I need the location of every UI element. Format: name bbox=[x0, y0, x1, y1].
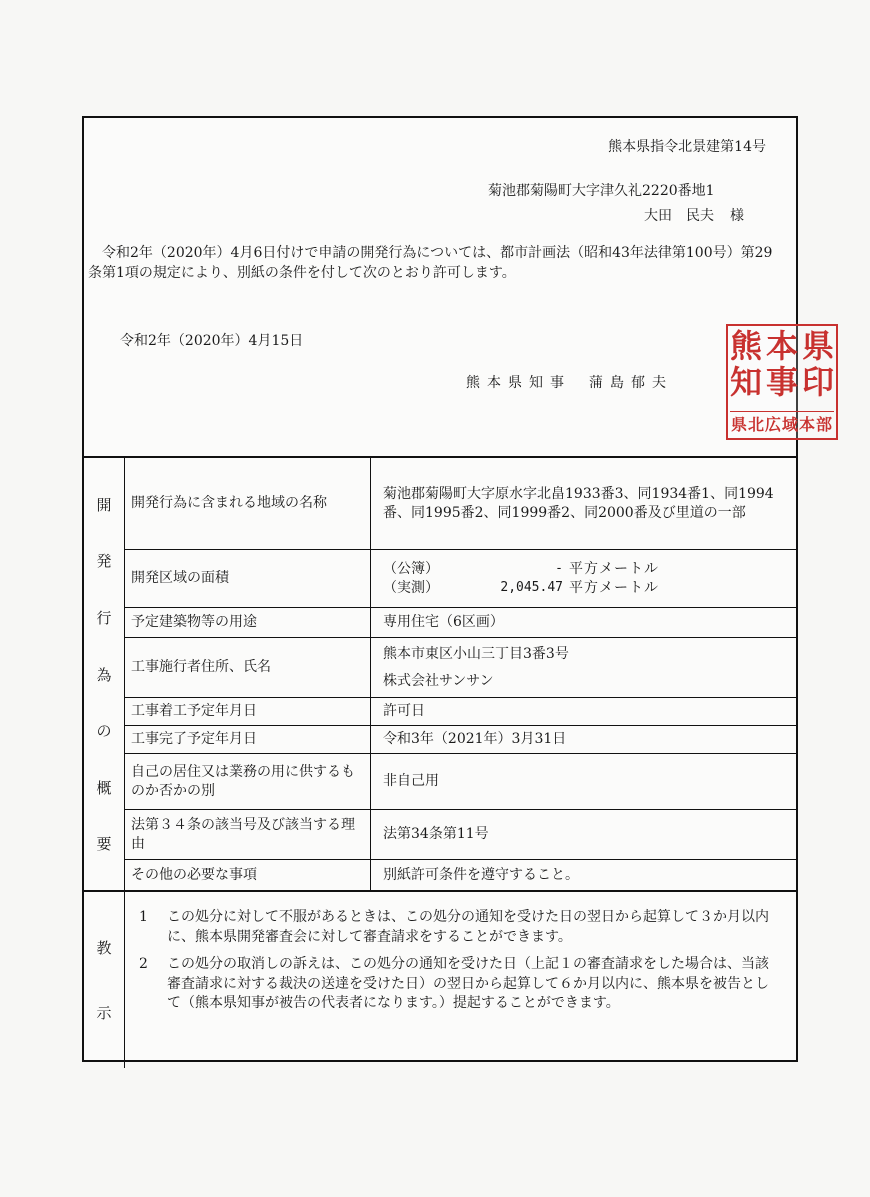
header-section bbox=[84, 118, 835, 458]
vertical-label-char: 教 bbox=[96, 938, 112, 957]
issue-date: 令和2年（2020年）4月15日 bbox=[120, 333, 304, 349]
row-key: その他の必要な事項 bbox=[125, 860, 371, 890]
row-key: 開発行為に含まれる地域の名称 bbox=[125, 458, 371, 549]
vertical-label-char: 概 bbox=[96, 778, 112, 797]
vertical-label-char: 開 bbox=[96, 495, 112, 514]
note-number: 1 bbox=[139, 909, 148, 925]
addressee bbox=[644, 205, 744, 225]
area-number: - bbox=[555, 560, 563, 576]
note-text: この処分に対して不服があるときは、この処分の通知を受けた日の翌日から起算して３か月以内に、熊本県開発審査会に対して審査請求をすることができます。 bbox=[167, 909, 769, 945]
contractor-name: 株式会社サンサン bbox=[383, 672, 494, 689]
row-value-text: 別紙許可条件を遵守すること。 bbox=[383, 866, 579, 883]
note-item bbox=[139, 955, 778, 1014]
vertical-label-char: の bbox=[96, 722, 112, 741]
permit-document bbox=[82, 116, 835, 1062]
row-key: 工事着工予定年月日 bbox=[125, 698, 371, 725]
row-value bbox=[371, 550, 796, 607]
row-value-text: 非自己用 bbox=[383, 773, 439, 790]
seal-footer: 県北広域本部 bbox=[730, 411, 834, 435]
vertical-label-char: 為 bbox=[96, 665, 112, 684]
development-overview bbox=[84, 458, 796, 892]
row-value bbox=[371, 638, 796, 697]
addressee-address: 菊池郡菊陽町大字津久礼2220番地1 bbox=[488, 183, 715, 199]
note-number: 2 bbox=[139, 956, 148, 973]
seal-char: 印 bbox=[802, 363, 835, 401]
row-key: 予定建築物等の用途 bbox=[125, 608, 371, 637]
seal-char: 熊 bbox=[730, 327, 763, 365]
row-value bbox=[371, 810, 796, 859]
row-value-text: 専用住宅（6区画） bbox=[383, 614, 504, 631]
official-seal bbox=[726, 324, 838, 440]
row-value bbox=[371, 860, 796, 890]
row-value bbox=[371, 608, 796, 637]
table-row bbox=[125, 638, 796, 698]
table-row bbox=[125, 810, 796, 860]
instructions-notes bbox=[125, 892, 796, 1068]
row-value bbox=[371, 754, 796, 809]
document-number: 熊本県指令北景建第14号 bbox=[608, 139, 766, 155]
table-row bbox=[125, 458, 796, 550]
seal-char: 知 bbox=[730, 363, 763, 401]
note-text: この処分の取消しの訴えは、この処分の通知を受けた日（上記１の審査請求をした場合は、当該審査請求に対する裁決の送達を受けた日）の翌日から起算して６か月以内に、熊本県を被告として（熊本県知事が被告の代表者になります。）提起することができます。 bbox=[167, 956, 769, 1012]
overview-table bbox=[125, 458, 796, 890]
addressee-honorific: 様 bbox=[730, 208, 744, 224]
row-key: 開発区域の面積 bbox=[125, 550, 371, 607]
vertical-label-char: 行 bbox=[96, 608, 112, 627]
area-registered bbox=[383, 560, 784, 579]
note-item bbox=[139, 908, 778, 947]
row-value-text: 令和3年（2021年）3月31日 bbox=[383, 731, 567, 748]
vertical-label-char: 発 bbox=[96, 552, 112, 571]
row-value-text: 法第34条第11号 bbox=[383, 826, 489, 843]
signer-name: 蒲島郁夫 bbox=[589, 375, 673, 391]
seal-char: 本 bbox=[766, 327, 799, 365]
row-key: 工事施行者住所、氏名 bbox=[125, 638, 371, 697]
addressee-name: 大田 民夫 bbox=[644, 208, 714, 224]
row-key: 法第３４条の該当号及び該当する理由 bbox=[125, 810, 371, 859]
overview-vertical-label bbox=[84, 458, 125, 890]
row-value-text: 菊池郡菊陽町大字原水字北畠1933番3、同1934番1、同1994番、同1995番2、同1999番2、同2000番及び里道の一部 bbox=[383, 485, 774, 521]
area-label: （実測） bbox=[383, 579, 439, 596]
contractor-address: 熊本市東区小山三丁目3番3号 bbox=[383, 645, 569, 662]
row-value bbox=[371, 726, 796, 753]
table-row bbox=[125, 550, 796, 608]
area-unit: 平方メートル bbox=[569, 560, 659, 577]
instructions-section bbox=[84, 892, 796, 1068]
table-row bbox=[125, 726, 796, 754]
area-measured bbox=[383, 579, 784, 598]
area-unit: 平方メートル bbox=[569, 579, 659, 596]
table-row bbox=[125, 754, 796, 810]
area-number: 2,045.47 bbox=[500, 579, 563, 595]
row-key: 自己の居住又は業務の用に供するものか否かの別 bbox=[125, 754, 371, 809]
area-label: （公簿） bbox=[383, 560, 439, 577]
vertical-label-char: 要 bbox=[96, 835, 112, 854]
seal-char: 事 bbox=[766, 363, 799, 401]
instructions-vertical-label bbox=[84, 892, 125, 1068]
signer bbox=[466, 372, 673, 392]
vertical-label-char: 示 bbox=[96, 1004, 112, 1023]
table-row bbox=[125, 608, 796, 638]
row-value bbox=[371, 698, 796, 725]
row-value-text: 許可日 bbox=[383, 703, 425, 720]
row-key: 工事完了予定年月日 bbox=[125, 726, 371, 753]
row-value bbox=[371, 458, 796, 549]
table-row bbox=[125, 860, 796, 890]
table-row bbox=[125, 698, 796, 726]
seal-char: 県 bbox=[802, 327, 835, 365]
permit-statement: 令和2年（2020年）4月6日付けで申請の開発行為については、都市計画法（昭和43年法律第100号）第29条第1項の規定により、別紙の条件を付して次のとおり許可します。 bbox=[88, 245, 773, 282]
signer-title: 熊本県知事 bbox=[466, 375, 571, 391]
